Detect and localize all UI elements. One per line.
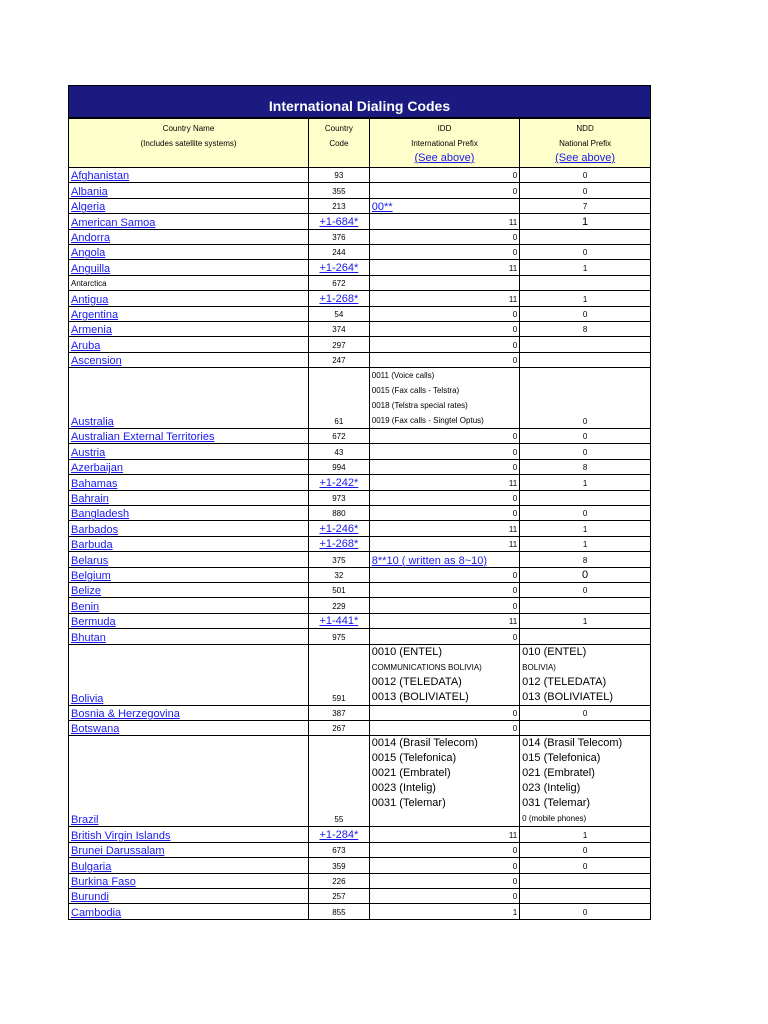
table-row: Andorra 376 0 xyxy=(69,229,651,244)
country-link[interactable]: Angola xyxy=(71,247,106,260)
country-link[interactable]: Burundi xyxy=(71,891,109,904)
country-link[interactable]: Burkina Faso xyxy=(71,875,136,888)
table-row: Afghanistan 93 0 0 xyxy=(69,168,651,183)
country-link[interactable]: Bermuda xyxy=(71,616,116,629)
code-link[interactable]: +1-684* xyxy=(319,215,359,228)
code-link[interactable]: +1-242* xyxy=(319,476,359,489)
header-idd: IDD International Prefix (See above) xyxy=(369,119,519,168)
country-link[interactable]: Brazil xyxy=(71,814,99,827)
ndd-multi: 014 (Brasil Telecom) 015 (Telefonica) 021 (Embratel) 023 (Intelig) 031 (Telemar) 0 (mobile phones) xyxy=(520,736,651,827)
code-link[interactable]: +1-268* xyxy=(319,538,359,551)
header-country-code: Country Code xyxy=(309,119,370,168)
country-link[interactable]: Algeria xyxy=(71,201,106,214)
table-row: Belize 501 0 0 xyxy=(69,582,651,597)
code-link[interactable]: +1-264* xyxy=(319,261,359,274)
country-link[interactable]: Cambodia xyxy=(71,906,122,919)
country-link[interactable]: Bolivia xyxy=(71,692,104,705)
table-row: Bhutan 975 0 xyxy=(69,629,651,644)
table-row: Bahamas +1-242* 11 1 xyxy=(69,475,651,490)
table-row: Antigua +1-268* 11 1 xyxy=(69,291,651,306)
country-link[interactable]: Bahamas xyxy=(71,477,118,490)
country-link[interactable]: Bulgaria xyxy=(71,860,112,873)
country-link[interactable]: Benin xyxy=(71,600,100,613)
idd-link[interactable]: 00** xyxy=(371,201,393,214)
code-link[interactable]: +1-284* xyxy=(319,828,359,841)
table-row: Bangladesh 880 0 0 xyxy=(69,506,651,521)
table-row: Brunei Darussalam 673 0 0 xyxy=(69,842,651,857)
country-link[interactable]: Australian External Territories xyxy=(71,431,215,444)
table-row: Ascension 247 0 xyxy=(69,352,651,367)
idd-link[interactable]: 8**10 ( written as 8~10) xyxy=(371,554,488,567)
table-row: Argentina 54 0 0 xyxy=(69,306,651,321)
code-link[interactable]: +1-268* xyxy=(319,292,359,305)
table-row: Azerbaijan 994 0 8 xyxy=(69,459,651,474)
table-row: Angola 244 0 0 xyxy=(69,244,651,259)
table-row: Australia 61 0011 (Voice calls) 0015 (Fax calls - Telstra) 0018 (Telstra special rates) 0019 (Fax calls - Singtel Optus) 0 xyxy=(69,368,651,429)
country-link[interactable]: American Samoa xyxy=(71,216,156,229)
table-row: Algeria 213 00** 7 xyxy=(69,198,651,213)
country-link[interactable]: Belgium xyxy=(71,569,111,582)
country-link[interactable]: Botswana xyxy=(71,723,120,736)
country-link[interactable]: Brunei Darussalam xyxy=(71,845,165,858)
ndd-see-above-link[interactable]: (See above) xyxy=(555,152,616,164)
table-row: Aruba 297 0 xyxy=(69,337,651,352)
table-row: Bahrain 973 0 xyxy=(69,490,651,505)
country-link[interactable]: Armenia xyxy=(71,324,112,337)
country-link[interactable]: Belarus xyxy=(71,554,109,567)
country-link[interactable]: Argentina xyxy=(71,308,119,321)
table-row: Australian External Territories 672 0 0 xyxy=(69,429,651,444)
idd-multi: 0010 (ENTEL) COMMUNICATIONS BOLIVIA) 0012 (TELEDATA) 0013 (BOLIVIATEL) xyxy=(369,644,519,705)
table-row: Bosnia & Herzegovina 387 0 0 xyxy=(69,705,651,720)
code-link[interactable]: +1-441* xyxy=(319,615,359,628)
table-row: American Samoa +1-684* 11 1 xyxy=(69,214,651,229)
dialing-codes-sheet xyxy=(68,85,651,920)
table-row: Cambodia 855 1 0 xyxy=(69,904,651,919)
table-row: Austria 43 0 0 xyxy=(69,444,651,459)
code-link[interactable]: +1-246* xyxy=(319,522,359,535)
table-row: Albania 355 0 0 xyxy=(69,183,651,198)
dialing-codes-table xyxy=(68,118,651,920)
table-row: Barbuda +1-268* 11 1 xyxy=(69,536,651,551)
table-row: Burundi 257 0 xyxy=(69,888,651,903)
country-link[interactable]: Australia xyxy=(71,416,114,429)
table-row: Barbados +1-246* 11 1 xyxy=(69,521,651,536)
country-link[interactable]: Austria xyxy=(71,446,106,459)
table-row: Brazil 55 0014 (Brasil Telecom) 0015 (Telefonica) 0021 (Embratel) 0023 (Intelig) 0031 (Telemar) 014 (Brasil Telecom) 015 (Telefonica) 021 (Embratel) 023 (Intelig) 031 (Telemar) 0 (mobile phones) xyxy=(69,736,651,827)
table-row: Belgium 32 0 0 xyxy=(69,567,651,582)
country-link[interactable]: Belize xyxy=(71,585,101,598)
country-link[interactable]: Bahrain xyxy=(71,493,109,506)
country-link[interactable]: Anguilla xyxy=(71,262,111,275)
table-row: Bermuda +1-441* 11 1 xyxy=(69,613,651,628)
country-link[interactable]: Barbados xyxy=(71,523,119,536)
table-row: Armenia 374 0 8 xyxy=(69,321,651,336)
table-header-row xyxy=(69,119,651,168)
idd-see-above-link[interactable]: (See above) xyxy=(414,152,475,164)
idd-multi: 0011 (Voice calls) 0015 (Fax calls - Telstra) 0018 (Telstra special rates) 0019 (Fax calls - Singtel Optus) xyxy=(369,368,519,429)
country-link[interactable]: Afghanistan xyxy=(71,170,130,183)
table-row: Antarctica 672 xyxy=(69,275,651,290)
table-row: Anguilla +1-264* 11 1 xyxy=(69,260,651,275)
country-link[interactable]: Albania xyxy=(71,185,108,198)
country-link[interactable]: Bhutan xyxy=(71,631,106,644)
country-link[interactable]: Ascension xyxy=(71,355,122,368)
table-row: Bolivia 591 0010 (ENTEL) COMMUNICATIONS BOLIVIA) 0012 (TELEDATA) 0013 (BOLIVIATEL) 010 (ENTEL) BOLIVIA) 012 (TELEDATA) 013 (BOLIVIATEL) xyxy=(69,644,651,705)
table-row: Bulgaria 359 0 0 xyxy=(69,858,651,873)
header-country-name: Country Name (Includes satellite systems) xyxy=(69,119,309,168)
country-link[interactable]: Andorra xyxy=(71,231,111,244)
country-link[interactable]: Azerbaijan xyxy=(71,462,123,475)
country-link[interactable]: Bangladesh xyxy=(71,508,130,521)
header-ndd: NDD National Prefix (See above) xyxy=(520,119,651,168)
table-row: British Virgin Islands +1-284* 11 1 xyxy=(69,827,651,842)
ndd-multi: 010 (ENTEL) BOLIVIA) 012 (TELEDATA) 013 (BOLIVIATEL) xyxy=(520,644,651,705)
idd-multi: 0014 (Brasil Telecom) 0015 (Telefonica) 0021 (Embratel) 0023 (Intelig) 0031 (Telemar) xyxy=(369,736,519,827)
country-link[interactable]: British Virgin Islands xyxy=(71,829,171,842)
page-title: International Dialing Codes xyxy=(68,85,651,118)
country-link[interactable]: Bosnia & Herzegovina xyxy=(71,707,180,720)
table-row: Belarus 375 8**10 ( written as 8~10) 8 xyxy=(69,552,651,567)
country-link[interactable]: Barbuda xyxy=(71,539,113,552)
table-row: Benin 229 0 xyxy=(69,598,651,613)
country-link[interactable]: Aruba xyxy=(71,339,101,352)
table-row: Burkina Faso 226 0 xyxy=(69,873,651,888)
table-row: Botswana 267 0 xyxy=(69,720,651,735)
country-link[interactable]: Antigua xyxy=(71,293,109,306)
